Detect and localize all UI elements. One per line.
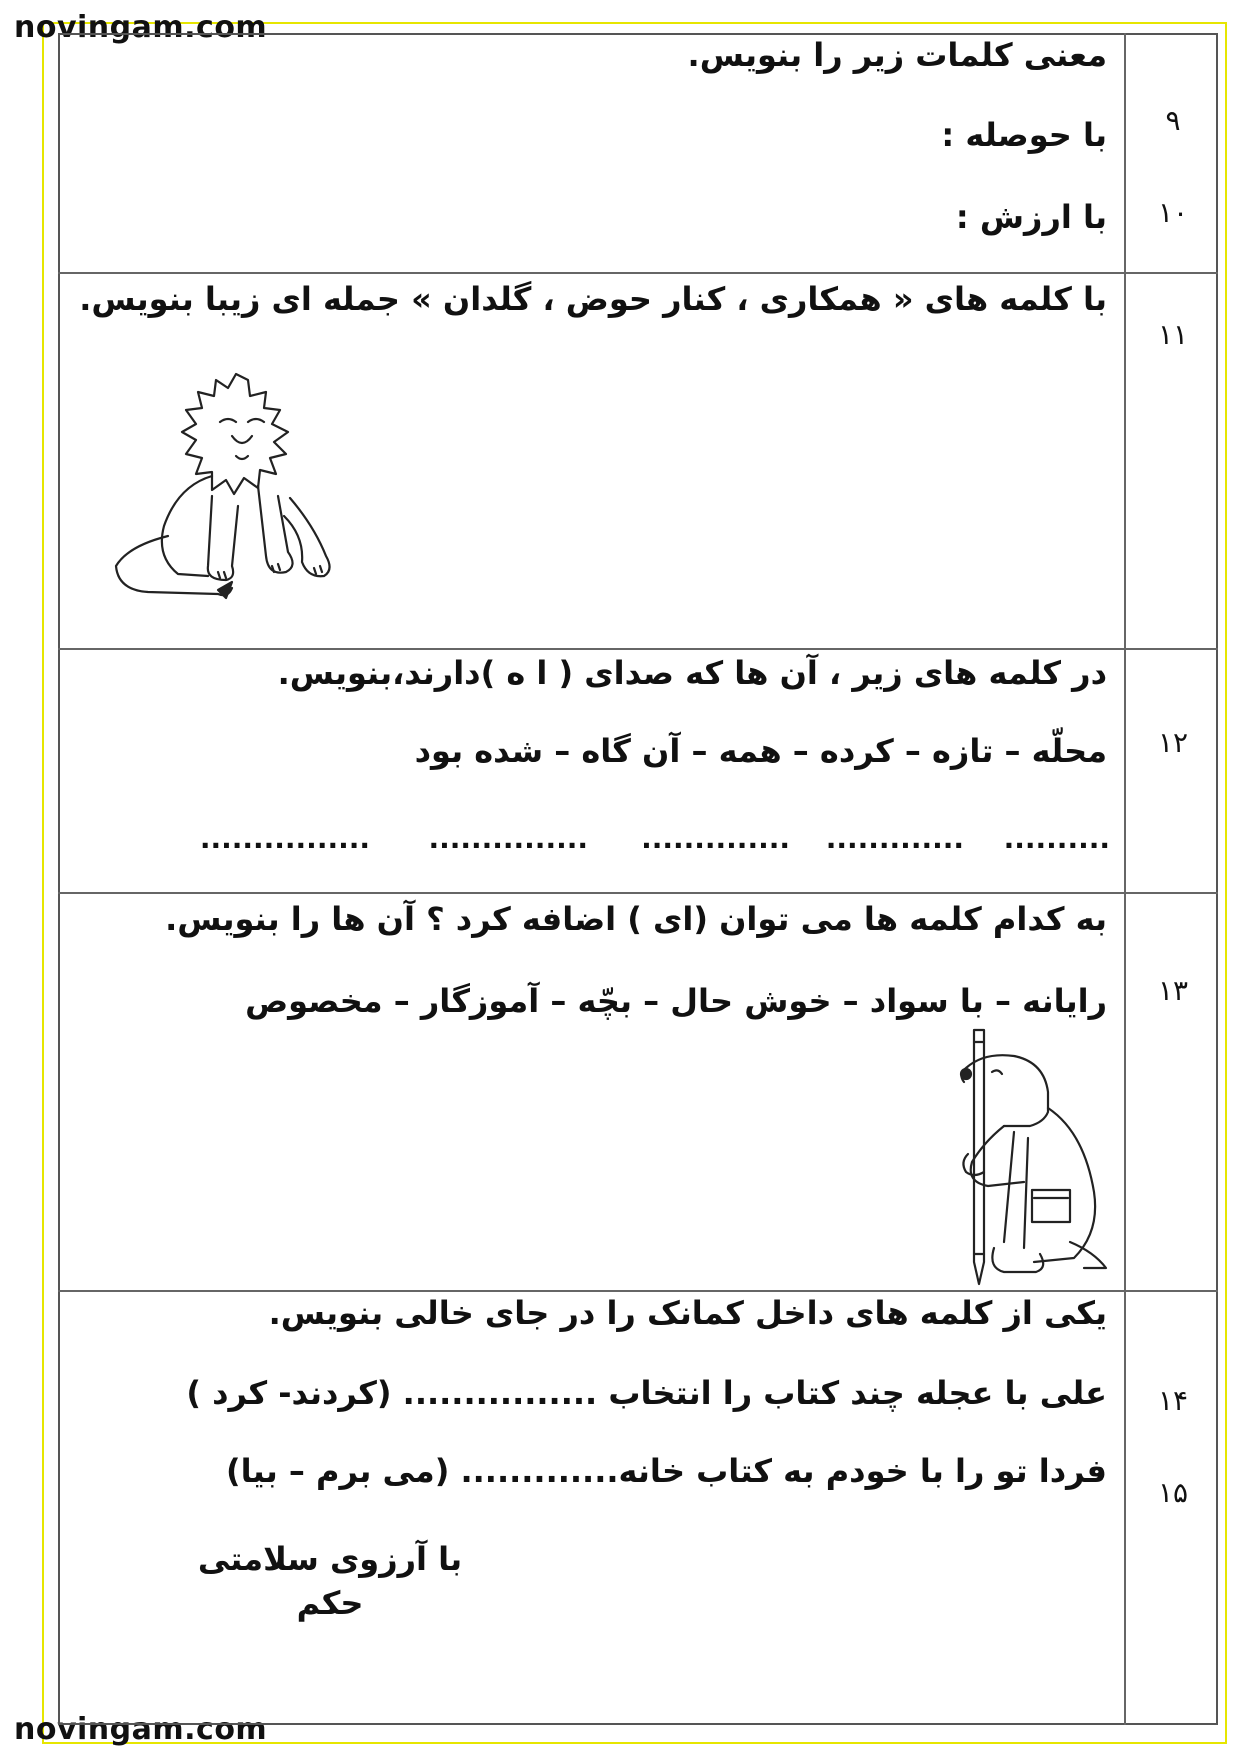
answer-blank[interactable]: .............. [641, 822, 790, 855]
row-divider [58, 272, 1218, 274]
question-number-10: ۱۰ [1157, 196, 1189, 229]
answer-blank[interactable]: .......... [1003, 822, 1110, 855]
q13-words: رایانه – با سواد – خوش حال – بچّه – آموزگار – مخصوص [245, 982, 1107, 1020]
q13-heading: به کدام کلمه ها می توان (ای ) اضافه کرد ؟ آن ها را بنویس. [165, 900, 1107, 938]
q14-heading: یکی از کلمه های داخل کمانک را در جای خالی بنویس. [268, 1294, 1107, 1332]
q9-heading: معنی کلمات زیر را بنویس. [687, 36, 1107, 74]
closing-wish: با آرزوی سلامتی [197, 1540, 463, 1578]
mole-with-pencil-icon [944, 1022, 1114, 1292]
answer-blank[interactable]: ................ [199, 822, 370, 855]
row-divider [58, 892, 1218, 894]
answer-blank[interactable]: ............. [825, 822, 964, 855]
q15-line: فردا تو را با خودم به کتاب خانه............. (می برم – بیا) [226, 1452, 1107, 1490]
watermark-top: novingam.com [14, 10, 268, 45]
number-column-divider [1124, 33, 1126, 1725]
row-divider [58, 648, 1218, 650]
q14-line: علی با عجله چند کتاب را انتخاب ................ (کردند- کرد ) [186, 1374, 1107, 1412]
question-number-12: ۱۲ [1157, 726, 1189, 759]
question-number-11: ۱۱ [1157, 318, 1189, 351]
answer-blank[interactable]: ............... [428, 822, 588, 855]
q12-blanks [160, 822, 1110, 862]
q11-heading: با کلمه های « همکاری ، کنار حوض ، گلدان » جمله ای زیبا بنویس. [79, 280, 1107, 318]
q10-line: با ارزش : [955, 198, 1107, 236]
watermark-bottom: novingam.com [14, 1712, 268, 1747]
q12-words: محلّه – تازه – کرده – همه – آن گاه – شده بود [414, 732, 1107, 770]
q9-line: با حوصله : [941, 116, 1107, 154]
question-number-9: ۹ [1165, 104, 1181, 137]
lion-icon [108, 366, 338, 602]
signature-name: حکم [296, 1584, 364, 1622]
question-number-13: ۱۳ [1157, 974, 1189, 1007]
q12-heading: در کلمه های زیر ، آن ها که صدای ( ا ه )دارند،بنویس. [277, 654, 1107, 692]
question-number-15: ۱۵ [1157, 1476, 1189, 1509]
question-number-14: ۱۴ [1157, 1384, 1189, 1417]
